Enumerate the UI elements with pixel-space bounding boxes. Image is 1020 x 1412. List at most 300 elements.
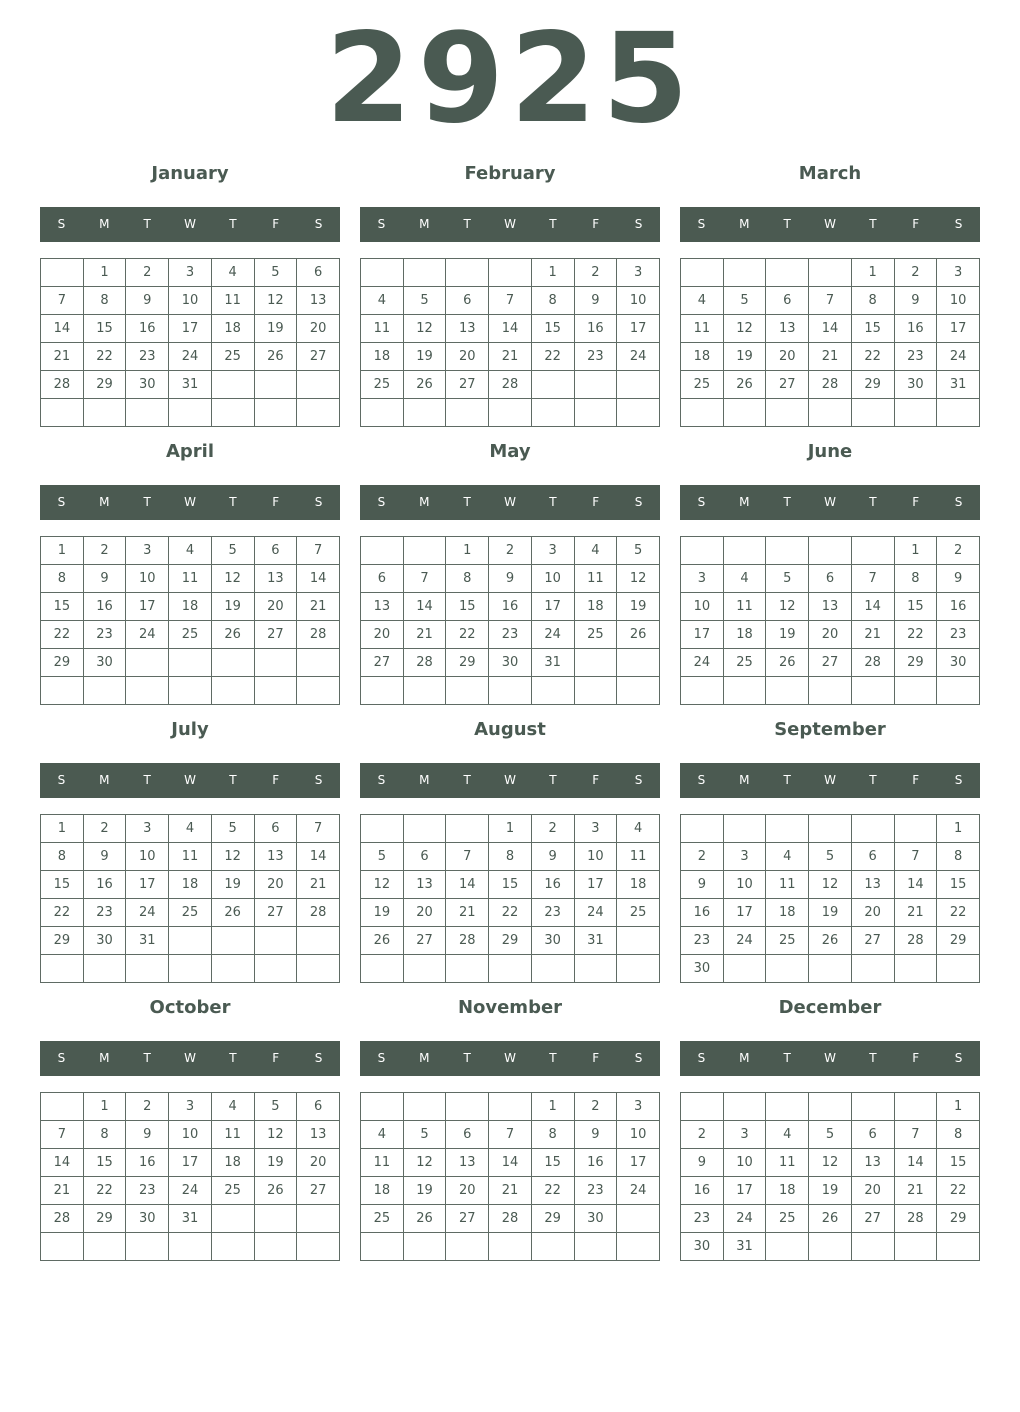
day-cell: 31 [937, 371, 980, 399]
empty-day-cell [83, 1233, 126, 1261]
weekday-label: W [184, 1051, 196, 1065]
day-cell: 16 [83, 871, 126, 899]
empty-day-cell [83, 399, 126, 427]
day-cell: 29 [489, 927, 532, 955]
empty-day-cell [446, 815, 489, 843]
day-cell: 23 [894, 343, 937, 371]
day-cell: 5 [254, 259, 297, 287]
day-cell: 24 [531, 621, 574, 649]
empty-day-cell [766, 259, 809, 287]
day-cell: 12 [254, 287, 297, 315]
week-row [681, 1121, 980, 1149]
empty-day-cell [446, 677, 489, 705]
empty-day-cell [574, 677, 617, 705]
day-cell: 3 [617, 1093, 660, 1121]
empty-day-cell [403, 399, 446, 427]
weekday-label: T [229, 1051, 237, 1065]
weekday-label: T [783, 1051, 791, 1065]
day-cell: 1 [41, 537, 84, 565]
day-cell: 10 [126, 843, 169, 871]
day-cell: 1 [531, 1093, 574, 1121]
month-name: June [807, 441, 853, 462]
day-cell: 17 [723, 899, 766, 927]
day-cell: 19 [723, 343, 766, 371]
week-row [361, 815, 660, 843]
day-cell: 31 [723, 1233, 766, 1261]
weekday-label: F [272, 495, 280, 509]
empty-day-cell [297, 399, 340, 427]
day-cell: 11 [211, 1121, 254, 1149]
day-cell: 2 [83, 815, 126, 843]
day-cell: 21 [851, 621, 894, 649]
month-name: September [774, 719, 886, 740]
weekday-label: S [697, 495, 706, 509]
empty-day-cell [851, 677, 894, 705]
day-cell: 4 [723, 565, 766, 593]
empty-day-cell [83, 955, 126, 983]
weekday-label: S [57, 495, 66, 509]
day-cell: 16 [126, 1149, 169, 1177]
day-cell: 27 [297, 1177, 340, 1205]
month-name: March [798, 163, 862, 184]
day-cell: 7 [446, 843, 489, 871]
empty-day-cell [361, 537, 404, 565]
day-cell: 26 [254, 1177, 297, 1205]
empty-day-cell [617, 927, 660, 955]
day-cell: 31 [531, 649, 574, 677]
empty-day-cell [126, 1233, 169, 1261]
week-row [681, 1093, 980, 1121]
day-cell: 17 [681, 621, 724, 649]
empty-day-cell [851, 1093, 894, 1121]
day-cell: 20 [809, 621, 852, 649]
day-cell: 27 [254, 621, 297, 649]
week-row [361, 677, 660, 705]
day-grid [680, 1092, 980, 1261]
week-row [361, 927, 660, 955]
day-cell: 29 [894, 649, 937, 677]
day-cell: 20 [766, 343, 809, 371]
week-row [41, 843, 340, 871]
day-cell: 4 [361, 287, 404, 315]
month-name: November [457, 997, 563, 1018]
day-cell: 28 [809, 371, 852, 399]
day-cell: 9 [681, 871, 724, 899]
weekday-label: T [783, 495, 791, 509]
weekday-label: F [272, 217, 280, 231]
day-cell: 30 [83, 649, 126, 677]
day-cell: 26 [403, 371, 446, 399]
day-cell: 29 [937, 927, 980, 955]
empty-day-cell [489, 677, 532, 705]
day-cell: 3 [681, 565, 724, 593]
empty-day-cell [937, 1233, 980, 1261]
weekday-label: M [99, 773, 110, 787]
day-cell: 16 [681, 1177, 724, 1205]
empty-day-cell [169, 955, 212, 983]
day-cell: 7 [489, 287, 532, 315]
day-cell: 2 [574, 259, 617, 287]
empty-day-cell [809, 955, 852, 983]
day-cell: 24 [723, 927, 766, 955]
empty-day-cell [403, 1233, 446, 1261]
day-cell: 12 [809, 871, 852, 899]
day-cell: 31 [126, 927, 169, 955]
day-cell: 13 [851, 1149, 894, 1177]
empty-day-cell [531, 371, 574, 399]
weekday-label: T [549, 1051, 557, 1065]
day-cell: 3 [937, 259, 980, 287]
weekday-label: S [377, 773, 386, 787]
empty-day-cell [809, 259, 852, 287]
day-cell: 11 [169, 565, 212, 593]
empty-day-cell [723, 677, 766, 705]
day-cell: 23 [126, 1177, 169, 1205]
empty-day-cell [211, 371, 254, 399]
day-cell: 19 [211, 593, 254, 621]
day-cell: 12 [403, 315, 446, 343]
day-cell: 25 [766, 927, 809, 955]
empty-day-cell [489, 1233, 532, 1261]
weekday-label: T [783, 773, 791, 787]
weekday-header [680, 485, 980, 520]
empty-day-cell [254, 399, 297, 427]
weekday-header [40, 763, 340, 798]
day-cell: 7 [41, 1121, 84, 1149]
day-cell: 23 [83, 899, 126, 927]
day-cell: 12 [361, 871, 404, 899]
day-cell: 2 [126, 1093, 169, 1121]
day-cell: 16 [574, 1149, 617, 1177]
day-cell: 17 [574, 871, 617, 899]
empty-day-cell [894, 955, 937, 983]
day-cell: 12 [617, 565, 660, 593]
day-cell: 6 [851, 1121, 894, 1149]
month-name: January [151, 163, 229, 184]
day-cell: 13 [254, 843, 297, 871]
day-cell: 4 [617, 815, 660, 843]
day-cell: 5 [254, 1093, 297, 1121]
empty-day-cell [297, 677, 340, 705]
day-cell: 17 [937, 315, 980, 343]
day-cell: 24 [617, 1177, 660, 1205]
day-cell: 13 [446, 1149, 489, 1177]
week-row [681, 565, 980, 593]
empty-day-cell [574, 649, 617, 677]
empty-day-cell [211, 955, 254, 983]
day-cell: 28 [489, 371, 532, 399]
day-grid [40, 258, 340, 427]
weekday-label: S [634, 495, 643, 509]
day-cell: 25 [681, 371, 724, 399]
day-cell: 24 [617, 343, 660, 371]
empty-day-cell [169, 649, 212, 677]
day-cell: 16 [83, 593, 126, 621]
weekday-label: F [272, 1051, 280, 1065]
week-row [361, 1177, 660, 1205]
week-row [361, 1121, 660, 1149]
day-cell: 9 [126, 287, 169, 315]
week-row [41, 1177, 340, 1205]
day-grid [680, 814, 980, 983]
empty-day-cell [617, 371, 660, 399]
empty-day-cell [41, 399, 84, 427]
weekday-label: W [504, 1051, 516, 1065]
week-row [681, 677, 980, 705]
empty-day-cell [297, 1233, 340, 1261]
day-cell: 7 [41, 287, 84, 315]
weekday-label: S [954, 773, 963, 787]
day-grid [40, 1092, 340, 1261]
week-row [41, 621, 340, 649]
day-cell: 22 [83, 1177, 126, 1205]
day-cell: 8 [83, 287, 126, 315]
day-cell: 15 [83, 1149, 126, 1177]
day-cell: 8 [937, 843, 980, 871]
day-cell: 27 [254, 899, 297, 927]
day-cell: 10 [169, 287, 212, 315]
day-cell: 20 [254, 593, 297, 621]
day-cell: 5 [617, 537, 660, 565]
day-cell: 6 [766, 287, 809, 315]
day-cell: 8 [41, 843, 84, 871]
day-grid [360, 536, 660, 705]
day-cell: 11 [723, 593, 766, 621]
empty-day-cell [403, 815, 446, 843]
day-cell: 19 [617, 593, 660, 621]
day-cell: 4 [211, 259, 254, 287]
week-row [361, 1149, 660, 1177]
week-row [361, 621, 660, 649]
day-cell: 21 [403, 621, 446, 649]
empty-day-cell [297, 371, 340, 399]
empty-day-cell [211, 927, 254, 955]
empty-day-cell [169, 677, 212, 705]
day-cell: 6 [254, 815, 297, 843]
day-cell: 6 [297, 1093, 340, 1121]
weekday-label: T [463, 1051, 471, 1065]
empty-day-cell [851, 815, 894, 843]
day-cell: 10 [126, 565, 169, 593]
week-row [41, 955, 340, 983]
day-cell: 16 [574, 315, 617, 343]
day-cell: 3 [169, 1093, 212, 1121]
day-cell: 24 [574, 899, 617, 927]
day-cell: 18 [169, 871, 212, 899]
weekday-header [360, 485, 660, 520]
empty-day-cell [681, 1093, 724, 1121]
month-name: December [778, 997, 882, 1018]
empty-day-cell [766, 399, 809, 427]
day-cell: 13 [297, 287, 340, 315]
day-cell: 9 [531, 843, 574, 871]
week-row [41, 315, 340, 343]
day-cell: 12 [403, 1149, 446, 1177]
weekday-header [680, 207, 980, 242]
day-cell: 22 [446, 621, 489, 649]
day-cell: 8 [894, 565, 937, 593]
day-cell: 30 [83, 927, 126, 955]
week-row [361, 871, 660, 899]
week-row [361, 1233, 660, 1261]
weekday-label: W [504, 773, 516, 787]
day-cell: 10 [617, 287, 660, 315]
week-row [41, 593, 340, 621]
day-cell: 23 [681, 1205, 724, 1233]
day-cell: 26 [211, 621, 254, 649]
empty-day-cell [574, 371, 617, 399]
empty-day-cell [297, 649, 340, 677]
empty-day-cell [937, 677, 980, 705]
empty-day-cell [403, 259, 446, 287]
empty-day-cell [723, 815, 766, 843]
empty-day-cell [446, 399, 489, 427]
day-cell: 24 [126, 621, 169, 649]
day-cell: 12 [254, 1121, 297, 1149]
day-cell: 14 [894, 1149, 937, 1177]
day-cell: 27 [361, 649, 404, 677]
empty-day-cell [723, 955, 766, 983]
day-cell: 2 [531, 815, 574, 843]
day-cell: 8 [83, 1121, 126, 1149]
day-cell: 16 [126, 315, 169, 343]
day-cell: 15 [41, 871, 84, 899]
weekday-label: S [697, 217, 706, 231]
weekday-label: F [912, 1051, 920, 1065]
month-name: August [474, 719, 546, 740]
day-cell: 22 [531, 1177, 574, 1205]
empty-day-cell [937, 399, 980, 427]
day-cell: 31 [169, 1205, 212, 1233]
day-cell: 1 [41, 815, 84, 843]
week-row [681, 343, 980, 371]
day-cell: 26 [723, 371, 766, 399]
day-cell: 5 [403, 287, 446, 315]
day-cell: 5 [809, 843, 852, 871]
weekday-label: S [57, 773, 66, 787]
day-cell: 26 [809, 927, 852, 955]
day-cell: 25 [361, 371, 404, 399]
day-cell: 21 [489, 343, 532, 371]
empty-day-cell [489, 1093, 532, 1121]
day-cell: 19 [403, 1177, 446, 1205]
weekday-label: F [592, 495, 600, 509]
weekday-label: T [869, 773, 877, 787]
day-cell: 5 [211, 537, 254, 565]
day-cell: 30 [126, 371, 169, 399]
empty-day-cell [894, 1093, 937, 1121]
empty-day-cell [723, 537, 766, 565]
day-cell: 21 [41, 343, 84, 371]
day-cell: 30 [894, 371, 937, 399]
day-cell: 13 [446, 315, 489, 343]
empty-day-cell [297, 1205, 340, 1233]
day-cell: 16 [489, 593, 532, 621]
day-cell: 22 [83, 343, 126, 371]
empty-day-cell [809, 537, 852, 565]
weekday-label: F [912, 495, 920, 509]
week-row [361, 593, 660, 621]
day-cell: 4 [681, 287, 724, 315]
empty-day-cell [361, 955, 404, 983]
day-cell: 14 [41, 315, 84, 343]
day-cell: 28 [489, 1205, 532, 1233]
day-cell: 25 [169, 899, 212, 927]
week-row [681, 815, 980, 843]
week-row [681, 287, 980, 315]
weekday-label: W [504, 217, 516, 231]
day-cell: 10 [169, 1121, 212, 1149]
week-row [41, 927, 340, 955]
day-cell: 12 [809, 1149, 852, 1177]
day-cell: 15 [937, 1149, 980, 1177]
weekday-header [40, 485, 340, 520]
empty-day-cell [809, 1093, 852, 1121]
day-cell: 3 [723, 1121, 766, 1149]
day-cell: 11 [361, 1149, 404, 1177]
day-cell: 10 [937, 287, 980, 315]
day-cell: 3 [126, 537, 169, 565]
weekday-label: S [57, 217, 66, 231]
day-cell: 11 [574, 565, 617, 593]
month-name: May [489, 441, 531, 462]
day-cell: 17 [169, 315, 212, 343]
day-cell: 27 [809, 649, 852, 677]
day-cell: 6 [254, 537, 297, 565]
day-cell: 2 [681, 1121, 724, 1149]
day-cell: 28 [41, 1205, 84, 1233]
weekday-label: M [99, 217, 110, 231]
day-cell: 30 [126, 1205, 169, 1233]
day-cell: 17 [126, 871, 169, 899]
week-row [361, 371, 660, 399]
day-cell: 18 [361, 1177, 404, 1205]
day-cell: 15 [531, 315, 574, 343]
empty-day-cell [809, 1233, 852, 1261]
week-row [41, 871, 340, 899]
empty-day-cell [809, 815, 852, 843]
day-cell: 23 [574, 1177, 617, 1205]
day-cell: 8 [937, 1121, 980, 1149]
day-cell: 7 [297, 815, 340, 843]
day-cell: 4 [766, 1121, 809, 1149]
day-cell: 18 [211, 1149, 254, 1177]
empty-day-cell [681, 537, 724, 565]
day-cell: 20 [403, 899, 446, 927]
weekday-label: F [912, 773, 920, 787]
week-row [681, 1149, 980, 1177]
empty-day-cell [126, 955, 169, 983]
empty-day-cell [681, 815, 724, 843]
day-cell: 4 [211, 1093, 254, 1121]
day-cell: 23 [489, 621, 532, 649]
empty-day-cell [574, 399, 617, 427]
day-cell: 28 [297, 899, 340, 927]
weekday-label: S [954, 217, 963, 231]
day-cell: 24 [937, 343, 980, 371]
day-cell: 2 [937, 537, 980, 565]
weekday-label: W [824, 495, 836, 509]
weekday-label: S [314, 1051, 323, 1065]
day-cell: 29 [937, 1205, 980, 1233]
week-row [41, 677, 340, 705]
weekday-header [40, 1041, 340, 1076]
day-cell: 8 [531, 1121, 574, 1149]
empty-day-cell [681, 259, 724, 287]
empty-day-cell [489, 955, 532, 983]
week-row [681, 871, 980, 899]
day-grid [360, 814, 660, 983]
